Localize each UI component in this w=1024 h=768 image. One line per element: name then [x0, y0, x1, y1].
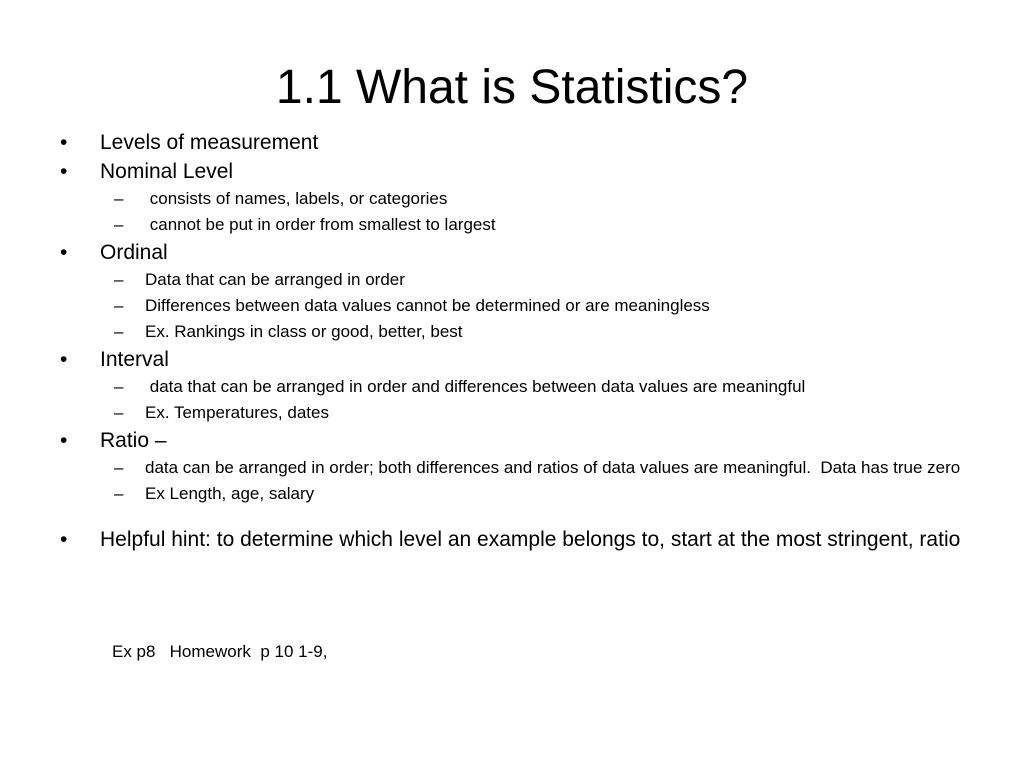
bullet-levels-of-measurement — [60, 130, 980, 155]
bullet-marker: • — [60, 429, 68, 452]
sub-bullet — [60, 457, 980, 478]
sub-bullet-text: data that can be arranged in order and differences between data values are meaningful — [145, 377, 806, 396]
sub-bullet-marker: – — [114, 270, 124, 289]
sub-bullet-marker: – — [114, 458, 124, 477]
sub-bullet-marker: – — [114, 484, 124, 503]
sub-bullet-text: data can be arranged in order; both differences and ratios of data values are meaningful. Data has true zero — [145, 458, 961, 477]
bullet-text: Interval — [100, 348, 169, 371]
sub-bullet-text: Data that can be arranged in order — [145, 270, 405, 289]
bullet-marker: • — [60, 528, 68, 551]
bullet-ordinal — [60, 240, 980, 265]
sub-bullet-text: Differences between data values cannot be determined or are meaningless — [145, 296, 710, 315]
sub-bullet — [60, 295, 980, 316]
sub-bullet-text: consists of names, labels, or categories — [145, 189, 448, 208]
bullet-text: Nominal Level — [100, 160, 234, 183]
bullet-helpful-hint — [60, 527, 980, 552]
sub-bullet-text: Ex. Rankings in class or good, better, best — [145, 322, 463, 341]
bullet-text: Levels of measurement — [100, 131, 319, 154]
bullet-nominal-level — [60, 159, 980, 184]
sub-bullet — [60, 214, 980, 235]
sub-bullet — [60, 483, 980, 504]
bullet-ratio — [60, 428, 980, 453]
sub-bullet-text: Ex Length, age, salary — [145, 484, 315, 503]
sub-bullet — [60, 321, 980, 342]
sub-bullet-marker: – — [114, 377, 124, 396]
bullet-text: Ratio – — [100, 429, 167, 452]
sub-bullet — [60, 269, 980, 290]
sub-bullet — [60, 376, 980, 397]
spacer — [60, 509, 980, 527]
sub-bullet — [60, 402, 980, 423]
bullet-marker: • — [60, 131, 68, 154]
homework-note: Ex p8 Homework p 10 1-9, — [112, 642, 328, 661]
sub-bullet-text: Ex. Temperatures, dates — [145, 403, 329, 422]
bullet-text: Helpful hint: to determine which level an example belongs to, start at the most stringent, ratio — [100, 528, 961, 551]
bullet-marker: • — [60, 348, 68, 371]
sub-bullet-marker: – — [114, 215, 124, 234]
bullet-text: Ordinal — [100, 241, 168, 264]
sub-bullet-marker: – — [114, 296, 124, 315]
slide-title: 1.1 What is Statistics? — [275, 61, 749, 114]
bullet-marker: • — [60, 241, 68, 264]
bullet-marker: • — [60, 160, 68, 183]
sub-bullet-marker: – — [114, 189, 124, 208]
bullet-list — [60, 130, 980, 556]
sub-bullet-text: cannot be put in order from smallest to largest — [145, 215, 496, 234]
sub-bullet-marker: – — [114, 322, 124, 341]
bullet-interval — [60, 347, 980, 372]
sub-bullet-marker: – — [114, 403, 124, 422]
sub-bullet — [60, 188, 980, 209]
